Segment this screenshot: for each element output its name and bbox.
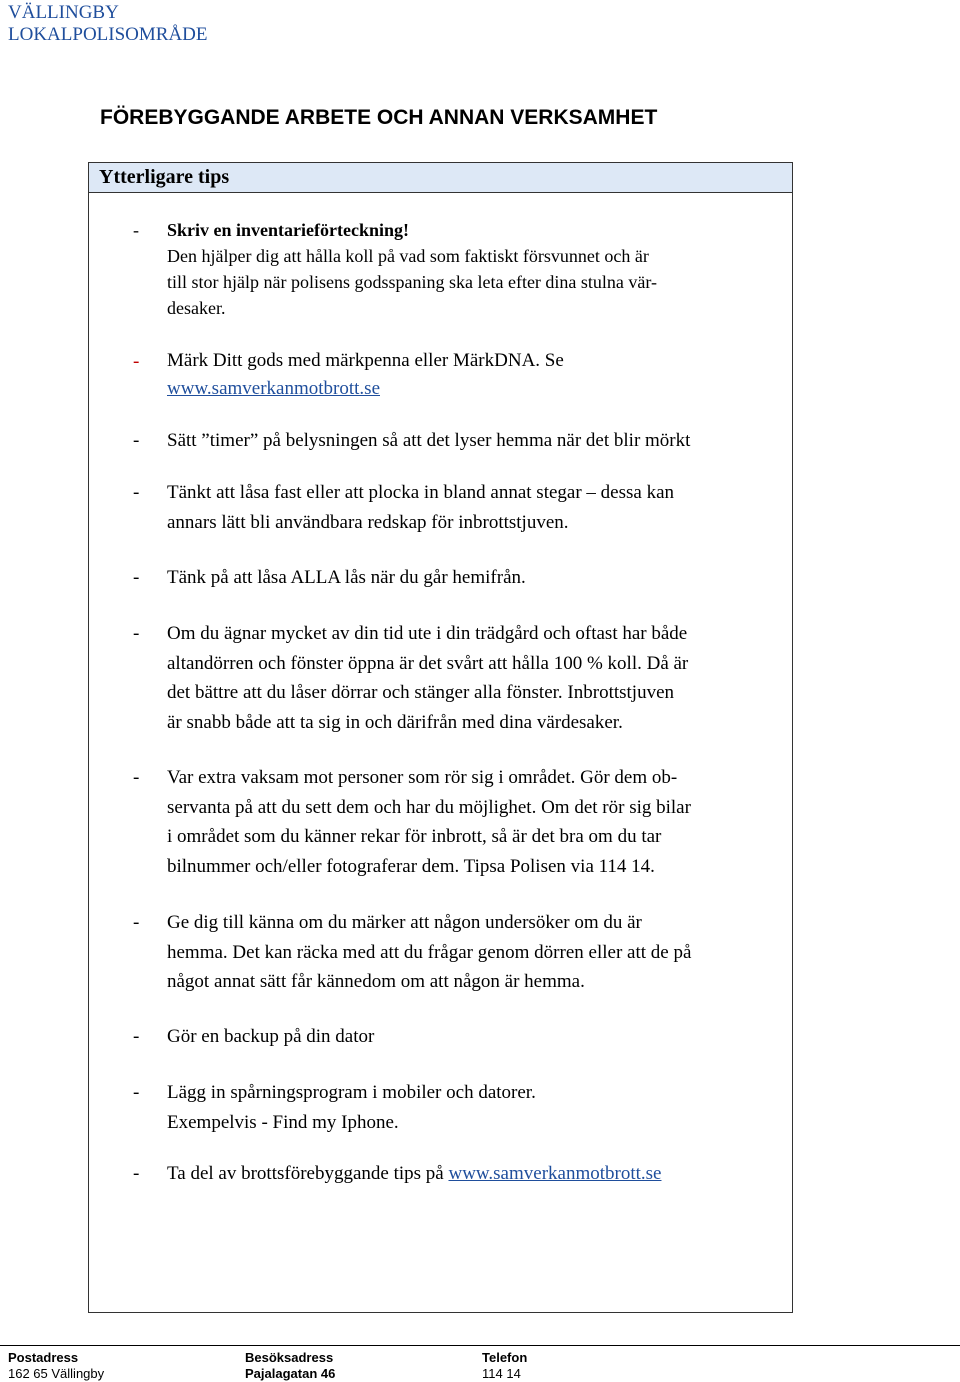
organization-name (8, 2, 208, 46)
list-item-line: något annat sätt får kännedom om att någon är hemma. (167, 971, 585, 992)
tips-box (88, 162, 793, 1313)
list-item-line: Ge dig till känna om du märker att någon undersöker om du är (167, 912, 642, 933)
footer-divider (0, 1345, 960, 1346)
samverkan-link[interactable]: www.samverkanmotbrott.se (167, 378, 380, 399)
list-dash: - (133, 1026, 140, 1047)
list-item-line: Den hjälper dig att hålla koll på vad som faktiskt försvunnet och är (167, 246, 649, 266)
footer-postal (8, 1350, 104, 1382)
list-item-line: hemma. Det kan räcka med att du frågar genom dörren eller att de på (167, 941, 692, 963)
list-item-line: Tänk på att låsa ALLA lås när du går hemifrån. (167, 567, 526, 588)
list-dash: - (133, 351, 140, 372)
footer-visit-label: Besöksadress (245, 1350, 334, 1365)
list-item-line: bilnummer och/eller fotograferar dem. Tipsa Polisen via 114 14. (167, 855, 655, 877)
list-item-line: Om du ägnar mycket av din tid ute i din trädgård och oftast har både (167, 623, 688, 644)
list-item-line: desaker. (167, 298, 226, 318)
list-item-line: servanta på att du sett dem och har du möjlighet. Om det rör sig bilar (167, 796, 691, 818)
list-dash: - (133, 1082, 140, 1103)
list-dash: - (133, 482, 140, 503)
list-item-line: Gör en backup på din dator (167, 1026, 375, 1047)
list-dash: - (133, 430, 140, 451)
list-item-line: Ta del av brottsförebyggande tips på (167, 1163, 449, 1184)
list-dash: - (133, 912, 140, 933)
tips-box-heading: Ytterligare tips (89, 163, 792, 193)
list-item-line: till stor hjälp när polisens godsspaning ska leta efter dina stulna vär- (167, 272, 658, 292)
list-item-line: det bättre att du låser dörrar och stänger alla fönster. Inbrottstjuven (167, 682, 675, 703)
footer-phone-value: 114 14 (482, 1366, 521, 1381)
list-item-title: Skriv en inventarieförteckning! (167, 220, 409, 240)
footer-phone (482, 1350, 527, 1382)
page-title: FÖREBYGGANDE ARBETE OCH ANNAN VERKSAMHET (100, 106, 658, 129)
samverkan-link[interactable]: www.samverkanmotbrott.se (448, 1163, 662, 1184)
footer-phone-label: Telefon (482, 1350, 528, 1365)
list-dash: - (133, 1163, 140, 1184)
list-item-line: Exempelvis - Find my Iphone. (167, 1111, 399, 1133)
list-item-line: Tänkt att låsa fast eller att plocka in bland annat stegar – dessa kan (167, 482, 675, 503)
list-item-line: Var extra vaksam mot personer som rör sig i området. Gör dem ob- (167, 767, 678, 788)
list-item-line: i området som du känner rekar för inbrott, så är det bra om du tar (167, 826, 662, 847)
list-dash: - (133, 767, 140, 788)
list-dash: - (133, 220, 139, 240)
list-item-line: Lägg in spårningsprogram i mobiler och datorer. (167, 1082, 536, 1103)
list-dash: - (133, 623, 140, 644)
footer-visit-value: Pajalagatan 46 (245, 1366, 336, 1381)
list-item-line: är snabb både att ta sig in och därifrån med dina värdesaker. (167, 711, 623, 733)
list-item-line: Sätt ”timer” på belysningen så att det lyser hemma när det blir mörkt (167, 430, 691, 451)
organization-line-2: LOKALPOLISOMRÅDE (8, 24, 208, 45)
footer-postal-label: Postadress (8, 1350, 79, 1365)
footer-visit (245, 1350, 335, 1382)
list-dash: - (133, 567, 140, 588)
organization-line-1: VÄLLINGBY (8, 2, 119, 23)
list-item-line: altandörren och fönster öppna är det svårt att hålla 100 % koll. Då är (167, 652, 689, 674)
list-item-line: Märk Ditt gods med märkpenna eller MärkDNA. Se (167, 350, 564, 371)
footer-postal-value: 162 65 Vällingby (8, 1366, 105, 1381)
list-item-line: annars lätt bli användbara redskap för inbrottstjuven. (167, 511, 569, 533)
